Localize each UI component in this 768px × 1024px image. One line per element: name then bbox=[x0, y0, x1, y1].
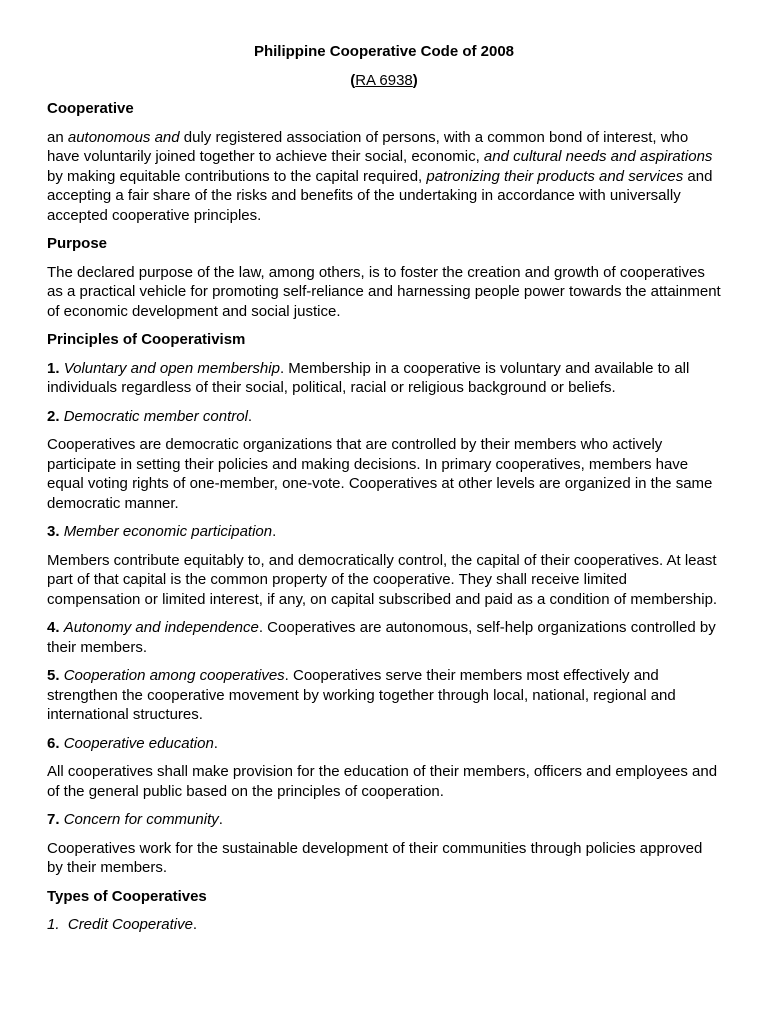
principle-text: . bbox=[247, 407, 253, 425]
definition-segment: an bbox=[47, 128, 68, 146]
principle-number: 7. bbox=[47, 811, 60, 828]
principle-text: . bbox=[218, 811, 223, 828]
type-1 bbox=[47, 915, 721, 935]
principle-title: Cooperation among cooperatives bbox=[63, 667, 285, 684]
ra-link[interactable]: RA 6938 bbox=[355, 71, 413, 89]
law-reference bbox=[47, 71, 721, 91]
principle-number: 5. bbox=[47, 667, 60, 684]
principle-title: Autonomy and independence bbox=[63, 619, 259, 636]
definition-segment: patronizing their products and services bbox=[426, 167, 684, 185]
type-number: 1. bbox=[47, 916, 60, 933]
principle-number: 6. bbox=[47, 734, 60, 752]
principle-3 bbox=[47, 522, 721, 542]
principle-number: 4. bbox=[47, 619, 60, 636]
purpose-text: The declared purpose of the law, among others, is to foster the creation and growth of cooperatives as a practical vehicle for promoting self-reliance and harnessing people power towards the attainment of economic development and social justice. bbox=[47, 263, 721, 320]
type-title: Credit Cooperative bbox=[67, 916, 193, 933]
principle-5 bbox=[47, 666, 721, 725]
principle-1 bbox=[47, 359, 721, 398]
principle-text: . bbox=[213, 734, 218, 752]
cooperative-heading: Cooperative bbox=[47, 100, 134, 117]
type-text: . bbox=[192, 916, 198, 933]
principles-heading: Principles of Cooperativism bbox=[47, 331, 246, 348]
definition-segment: duly registered association of persons, with a common bond of interest, who have voluntarily joined together to achieve their social, economic, bbox=[47, 128, 689, 165]
principle-2 bbox=[47, 407, 721, 427]
principle-title: Democratic member control bbox=[63, 407, 248, 425]
cooperative-definition bbox=[47, 128, 721, 226]
principle-3-body: Members contribute equitably to, and democratically control, the capital of their cooperatives. At least part of that capital is the common property of the cooperative. They shall receive limited compensation or limited interest, if any, on capital subscribed and paid as a condition of membership. bbox=[47, 551, 718, 608]
principle-text: . Cooperatives are autonomous, self-help organizations controlled by their members. bbox=[47, 619, 716, 656]
principle-2-body: Cooperatives are democratic organizations that are controlled by their members who actively participate in setting their policies and making decisions. In primary cooperatives, members have equal voting rights of one-member, one-vote. Cooperatives at other levels are organized in the same democratic manner. bbox=[47, 436, 713, 512]
types-heading: Types of Cooperatives bbox=[47, 887, 207, 905]
principle-title: Cooperative education bbox=[63, 734, 214, 752]
principle-7 bbox=[47, 810, 721, 830]
definition-segment: and accepting a fair share of the risks and benefits of the undertaking in accordance with universally accepted cooperative principles. bbox=[47, 167, 713, 224]
principle-title: Concern for community bbox=[63, 811, 219, 828]
principle-4 bbox=[47, 618, 721, 657]
paren-open: ( bbox=[350, 71, 356, 89]
principle-title: Member economic participation bbox=[63, 523, 273, 540]
definition-segment: and cultural needs and aspirations bbox=[483, 148, 713, 165]
principle-6-body: All cooperatives shall make provision for the education of their members, officers and employees and of the general public based on the principles of cooperation. bbox=[47, 763, 718, 800]
principle-number: 1. bbox=[47, 359, 60, 377]
principle-text: . bbox=[272, 523, 277, 540]
principle-number: 3. bbox=[47, 523, 60, 540]
definition-segment: autonomous and bbox=[67, 128, 180, 146]
purpose-heading: Purpose bbox=[47, 235, 108, 252]
principle-6 bbox=[47, 734, 721, 754]
definition-segment: by making equitable contributions to the capital required, bbox=[47, 167, 427, 185]
paren-close: ) bbox=[412, 71, 418, 89]
principle-text: . Cooperatives serve their members most effectively and strengthen the cooperative movement by working together through local, national, regional and international structures. bbox=[47, 667, 676, 723]
principle-title: Voluntary and open membership bbox=[63, 359, 280, 377]
principle-text: . Membership in a cooperative is voluntary and available to all individuals regardless of their social, political, racial or religious background or beliefs. bbox=[47, 359, 690, 396]
principle-7-body: Cooperatives work for the sustainable development of their communities through policies approved by their members. bbox=[47, 839, 703, 876]
principle-number: 2. bbox=[47, 407, 60, 425]
document-title: Philippine Cooperative Code of 2008 bbox=[253, 43, 515, 60]
